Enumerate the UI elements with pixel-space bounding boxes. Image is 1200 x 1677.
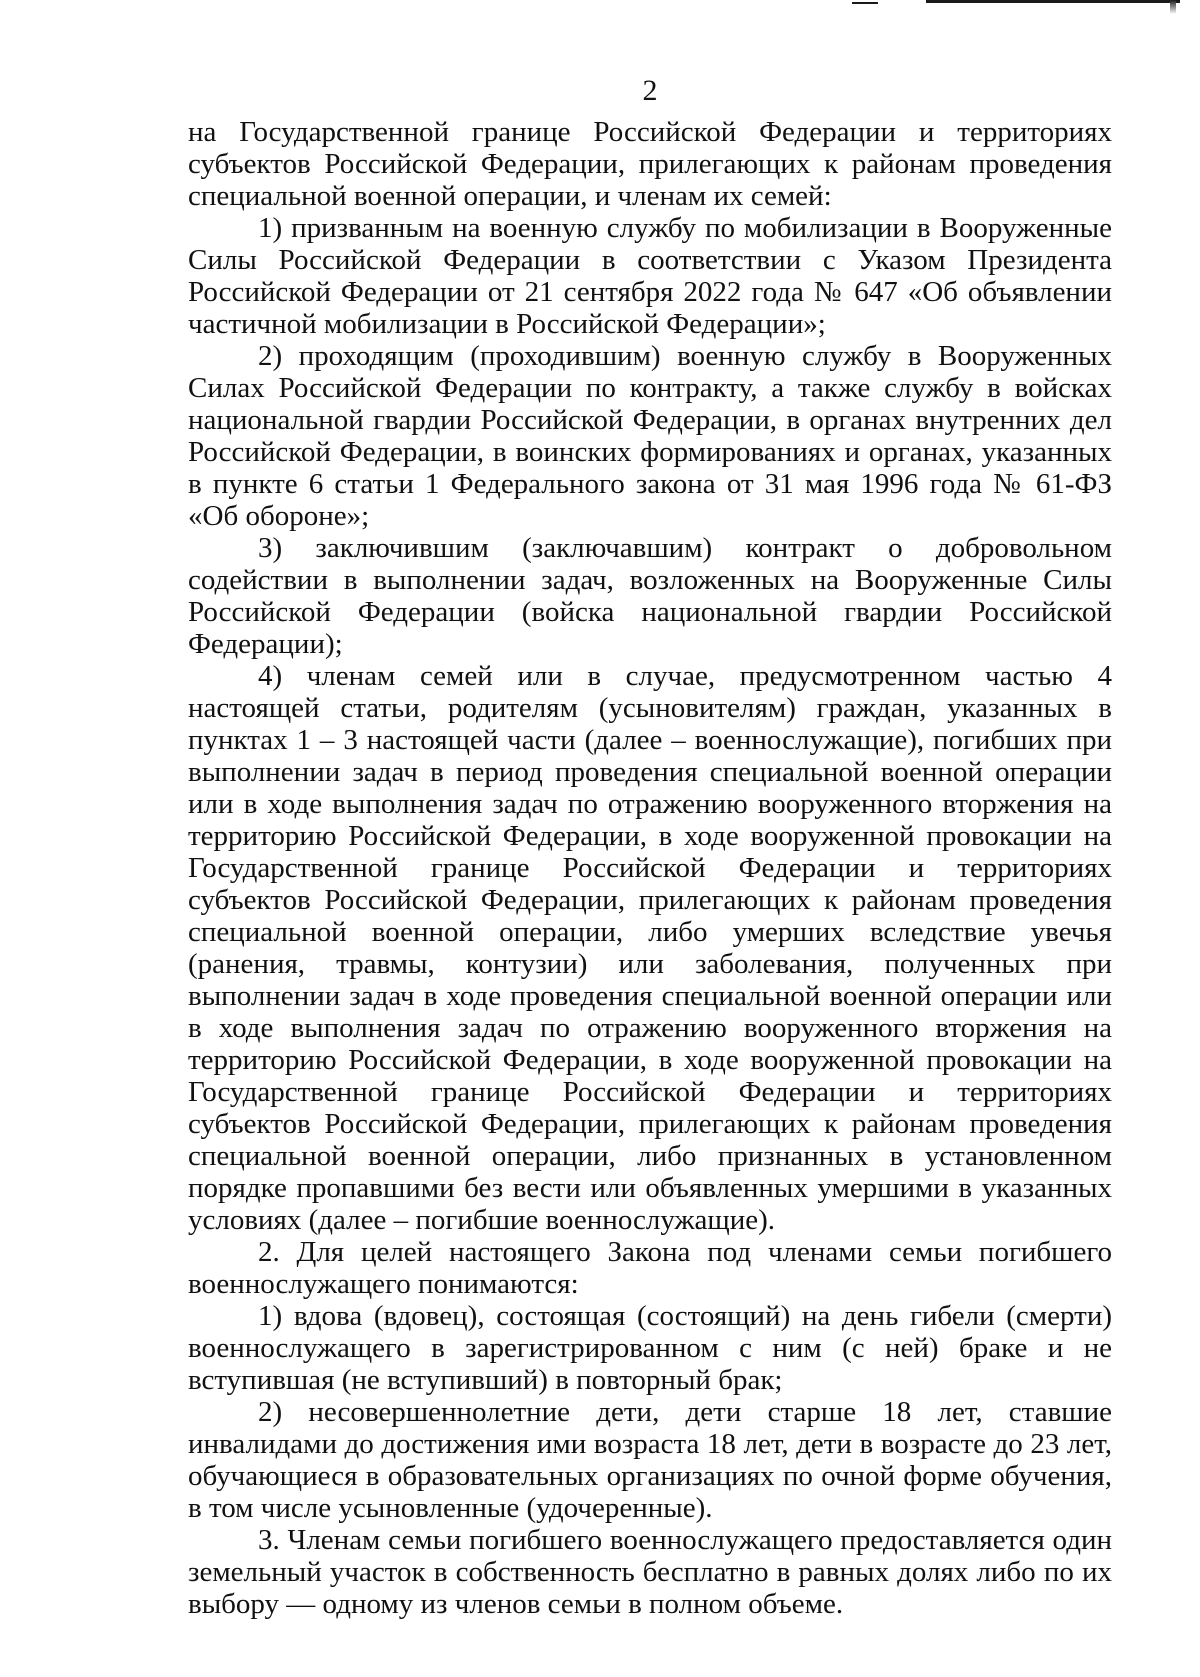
scan-artifact-line [852, 2, 878, 4]
scan-artifact-edge [1170, 0, 1176, 14]
page-number: 2 [642, 74, 658, 107]
paragraph-part-2-item-1: 1) вдова (вдовец), состоящая (состоящий) на день гибели (смерти) военнослужащего в зарегистрированном с ним (с ней) браке и не вступившая (не вступивший) в повторный брак; [188, 1300, 1112, 1396]
paragraph-item-2: 2) проходящим (проходившим) военную службу в Вооруженных Силах Российской Федерации по контракту, а также службу в войсках национальной гвардии Российской Федерации, в органах внутренних дел Российской Федерации, в воинских формированиях и органах, указанных в пункте 6 статьи 1 Федерального закона от 31 мая 1996 года № 61-ФЗ «Об обороне»; [188, 340, 1112, 532]
document-body [188, 116, 1112, 1620]
scan-artifact-line [926, 0, 1180, 3]
paragraph-part-3: 3. Членам семьи погибшего военнослужащего предоставляется один земельный участок в собственность бесплатно в равных долях либо по их выбору — одному из членов семьи в полном объеме. [188, 1524, 1112, 1620]
paragraph-continuation: на Государственной границе Российской Федерации и территориях субъектов Российской Федерации, прилегающих к районам проведения специальной военной операции, и членам их семей: [188, 116, 1112, 212]
paragraph-item-1: 1) призванным на военную службу по мобилизации в Вооруженные Силы Российской Федерации в соответствии с Указом Президента Российской Федерации от 21 сентября 2022 года № 647 «Об объявлении частичной мобилизации в Российской Федерации»; [188, 212, 1112, 340]
paragraph-item-3: 3) заключившим (заключавшим) контракт о добровольном содействии в выполнении задач, возложенных на Вооруженные Силы Российской Федерации (войска национальной гвардии Российской Федерации); [188, 532, 1112, 660]
paragraph-item-4: 4) членам семей или в случае, предусмотренном частью 4 настоящей статьи, родителям (усыновителям) граждан, указанных в пунктах 1 – 3 настоящей части (далее – военнослужащие), погибших при выполнении задач в период проведения специальной военной операции или в ходе выполнения задач по отражению вооруженного вторжения на территорию Российской Федерации, в ходе вооруженной провокации на Государственной границе Российской Федерации и территориях субъектов Российской Федерации, прилегающих к районам проведения специальной военной операции, либо умерших вследствие увечья (ранения, травмы, контузии) или заболевания, полученных при выполнении задач в ходе проведения специальной военной операции или в ходе выполнения задач по отражению вооруженного вторжения на территорию Российской Федерации, в ходе вооруженной провокации на Государственной границе Российской Федерации и территориях субъектов Российской Федерации, прилегающих к районам проведения специальной военной операции, либо признанных в установленном порядке пропавшими без вести или объявленных умершими в указанных условиях (далее – погибшие военнослужащие). [188, 660, 1112, 1236]
paragraph-part-2-item-2: 2) несовершеннолетние дети, дети старше 18 лет, ставшие инвалидами до достижения ими возраста 18 лет, дети в возрасте до 23 лет, обучающиеся в образовательных организациях по очной форме обучения, в том числе усыновленные (удочеренные). [188, 1396, 1112, 1524]
paragraph-part-2: 2. Для целей настоящего Закона под членами семьи погибшего военнослужащего понимаются: [188, 1236, 1112, 1300]
